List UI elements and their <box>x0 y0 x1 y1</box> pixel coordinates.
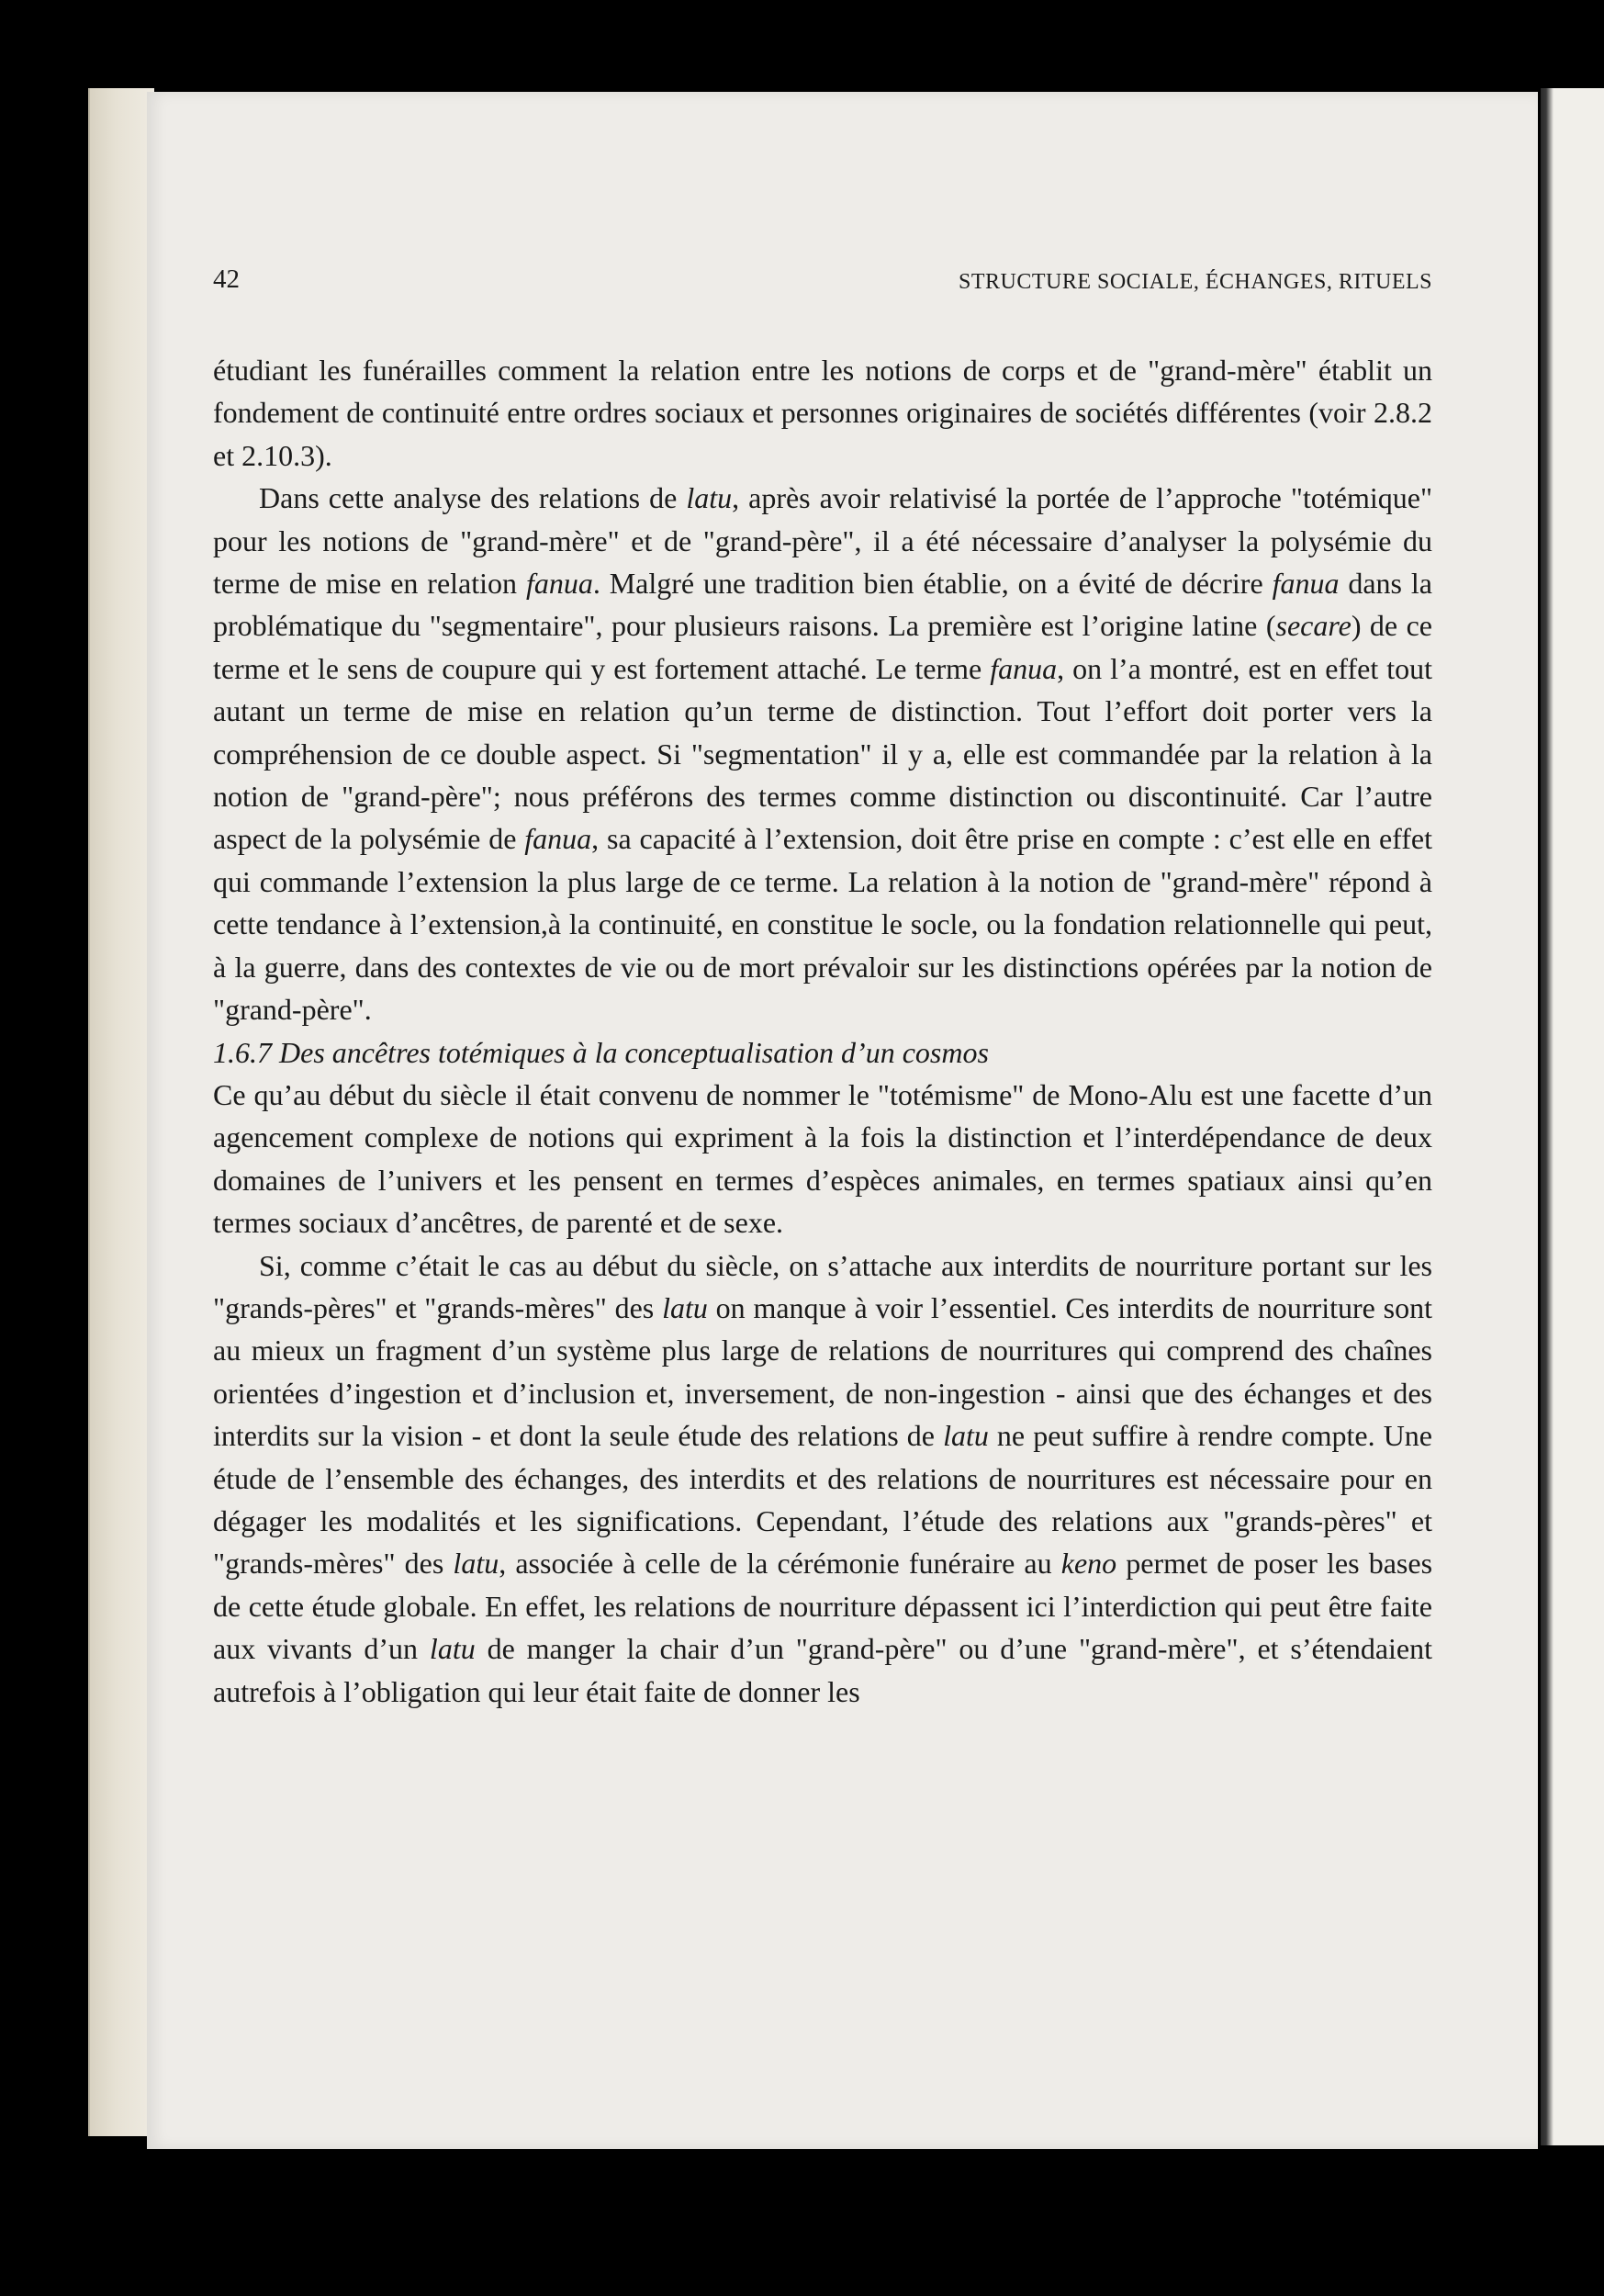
section-heading: 1.6.7 Des ancêtres totémiques à la conceptualisation d’un cosmos <box>213 1035 989 1069</box>
paragraph-4: Si, comme c’était le cas au début du siècle, on s’attache aux interdits de nourriture portant sur les "grands-pères" et "grands-mères" des latu on manque à voir l’essentiel. Ces interdits de nourriture sont au mieux un fragment d’un système plus large de relations de nourritures qui comprend des chaînes orientées d’ingestion et d’inclusion et, inversement, de non-ingestion - ainsi que des échanges et des interdits sur la vision - et dont la seule étude des relations de latu ne peut suffire à rendre compte. Une étude de l’ensemble des échanges, des interdits et des relations de nourritures est nécessaire pour en dégager les modalités et les significations. Cependant, l’étude des relations aux "grands-pères" et "grands-mères" des latu, associée à celle de la cérémonie funéraire au keno permet de poser les bases de cette étude globale. En effet, les relations de nourriture dépassent ici l’interdiction qui peut être faite aux vivants d’un latu de manger la chair d’un "grand-père" ou d’une "grand-mère", et s’étendaient autrefois à l’obligation qui leur était faite de donner les <box>213 1248 1433 1708</box>
page-number: 42 <box>213 264 240 294</box>
facing-page-edge <box>1541 88 1604 2145</box>
paragraph-2: Dans cette analyse des relations de latu, après avoir relativisé la portée de l’approche "totémique" pour les notions de "grand-mère" et de "grand-père", il a été nécessaire d’analyser la polysémie du terme de mise en relation fanua. Malgré une tradition bien établie, on a évité de décrire fanua dans la problématique du "segmentaire", pour plusieurs raisons. La première est l’origine latine (secare) de ce terme et le sens de coupure qui y est fortement attaché. Le terme fanua, on l’a montré, est en effet tout autant un terme de mise en relation qu’un terme de distinction. Tout l’effort doit porter vers la compréhension de ce double aspect. Si "segmentation" il y a, elle est commandée par la relation à la notion de "grand-père"; nous préférons des termes comme distinction ou discontinuité. Car l’autre aspect de la polysémie de fanua, sa capacité à l’extension, doit être prise en compte : c’est elle en effet qui commande l’extension la plus large de ce terme. La relation à la notion de "grand-mère" répond à cette tendance à l’extension,à la continuité, en constitue le socle, ou la fondation relationnelle qui peut, à la guerre, dans des contextes de vie ou de mort prévaloir sur les distinctions opérées par la notion de "grand-père". <box>213 481 1433 1027</box>
page-stack-edge <box>88 88 154 2136</box>
paragraph-1: étudiant les funérailles comment la relation entre les notions de corps et de "grand-mère" établit un fondement de continuité entre ordres sociaux et personnes originaires de sociétés différentes (voir 2.8.2 et 2.10.3). <box>213 354 1432 472</box>
body-text <box>213 349 1432 1713</box>
running-head: STRUCTURE SOCIALE, ÉCHANGES, RITUELS <box>958 270 1432 294</box>
paragraph-3: Ce qu’au début du siècle il était convenu de nommer le "totémisme" de Mono-Alu est une facette d’un agencement complexe de notions qui expriment à la fois la distinction et l’interdépendance de deux domaines de l’univers et les pensent en termes d’espèces animales, en termes spatiaux ainsi qu’en termes sociaux d’ancêtres, de parenté et de sexe. <box>213 1077 1432 1240</box>
page-header <box>213 264 1432 301</box>
